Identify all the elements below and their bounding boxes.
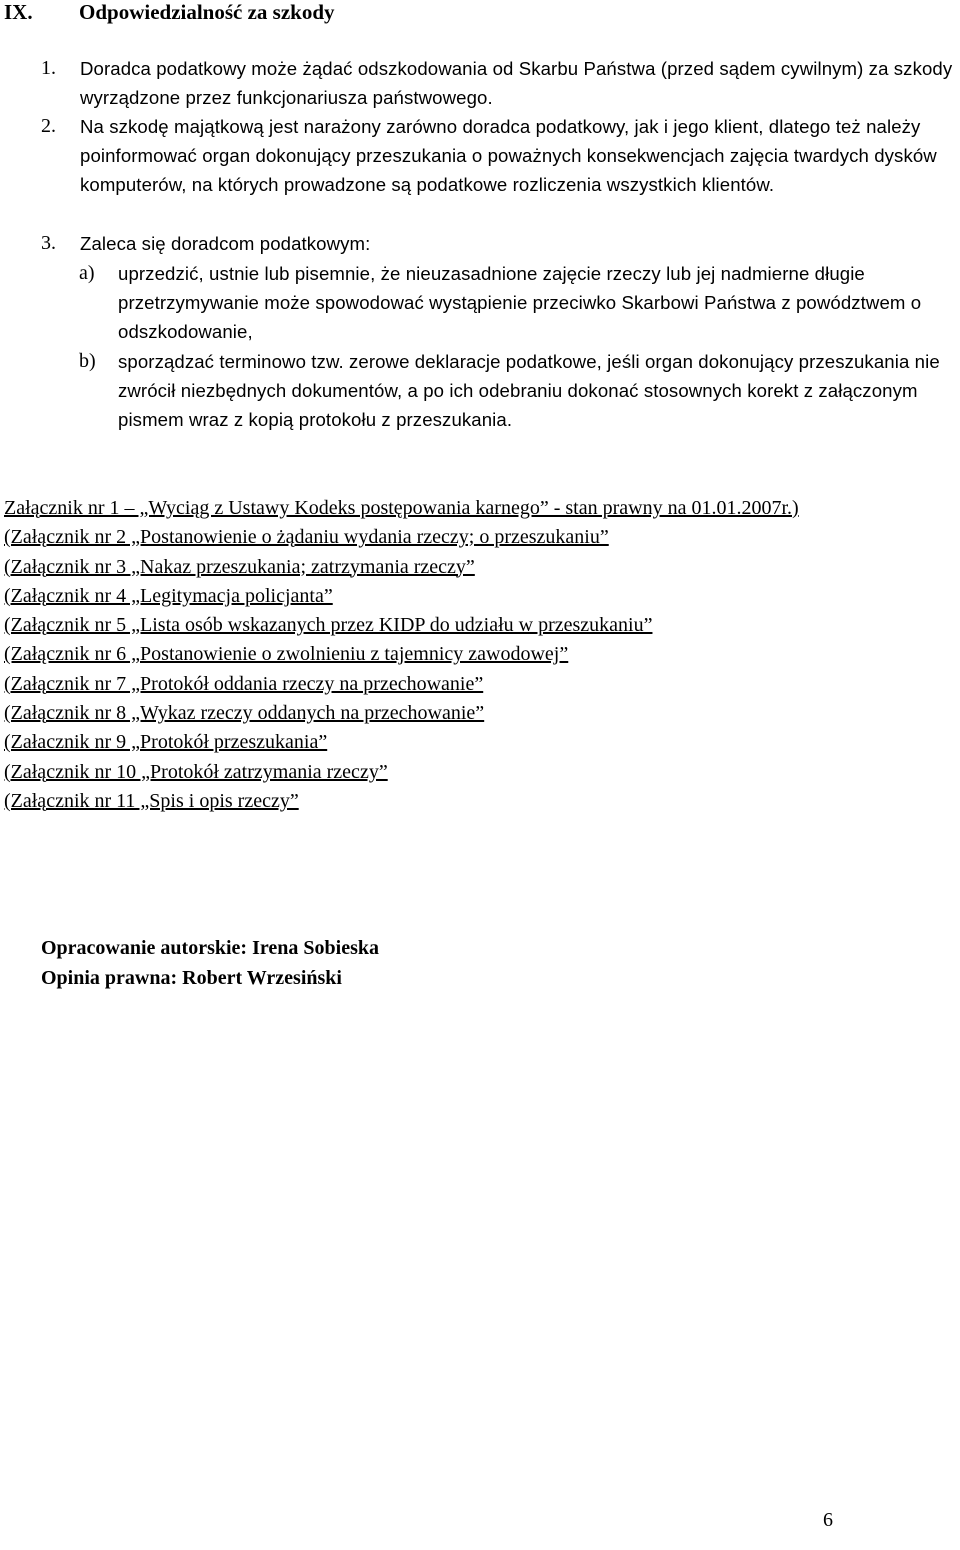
- list-item-marker: 3.: [41, 232, 56, 254]
- attachment-link-10[interactable]: (Załącznik nr 10 „Protokół zatrzymania rzeczy”: [4, 760, 388, 783]
- sub-list-item-text: uprzedzić, ustnie lub pisemnie, że nieuzasadnione zajęcie rzeczy lub jej nadmierne długie przetrzymywanie może spowodować wystąpienie przeciwko Skarbowi Państwa z powództwem o odszkodowanie,: [118, 263, 922, 342]
- sub-list-item-text: sporządzać terminowo tzw. zerowe deklaracje podatkowe, jeśli organ dokonujący przeszukania nie zwrócił niezbędnych dokumentów, a po ich odebraniu dokonać stosownych korekt z załączonym pismem wraz z kopią protokołu z przeszukania.: [118, 351, 940, 430]
- author-credit: Opracowanie autorskie: Irena Sobieska: [41, 937, 379, 959]
- sub-list-item-marker: a): [79, 262, 95, 284]
- list-item-text: Zaleca się doradcom podatkowym:: [80, 233, 371, 254]
- attachment-link-6[interactable]: (Załącznik nr 6 „Postanowienie o zwolnieniu z tajemnicy zawodowej”: [4, 643, 569, 666]
- attachment-link-1[interactable]: Załącznik nr 1 – „Wyciąg z Ustawy Kodeks postępowania karnego” - stan prawny na 01.01.2007r.): [4, 497, 799, 519]
- list-item-marker: 2.: [41, 115, 56, 137]
- attachment-link-8[interactable]: (Załącznik nr 8 „Wykaz rzeczy oddanych na przechowanie”: [4, 702, 485, 725]
- list-item-text-sans: konsekwencjach zajęcia twardych dysków komputerów, na których prowadzone są podatkowe rozliczenia wszystkich klientów.: [80, 145, 937, 195]
- list-item-text-serif: Na szkodę majątkową jest narażony zarówno doradca podatkowy, jak i jego klient, dlatego też należy poinformować organ dokonujący przeszukania o poważnych: [80, 116, 921, 166]
- sub-list-item-marker: b): [79, 350, 96, 372]
- list-item-text: Doradca podatkowy może żądać odszkodowania od Skarbu Państwa (przed sądem cywilnym) za szkody wyrządzone przez funkcjonariusza państwowego.: [80, 58, 953, 108]
- section-number: IX.: [4, 0, 33, 24]
- attachments-list: [4, 494, 904, 816]
- section-title: Odpowiedzialność za szkody: [79, 0, 335, 24]
- list-item: [41, 112, 960, 199]
- list-item: [41, 54, 960, 112]
- sub-list-item: [79, 347, 960, 434]
- credits: [41, 933, 379, 993]
- attachment-link-3[interactable]: (Załącznik nr 3 „Nakaz przeszukania; zatrzymania rzeczy”: [4, 555, 475, 578]
- list-item-text: [80, 112, 960, 199]
- list-item-marker: 1.: [41, 57, 56, 79]
- page-number: 6: [823, 1509, 833, 1531]
- legal-opinion-credit: Opinia prawna: Robert Wrzesiński: [41, 967, 342, 989]
- attachment-link-11[interactable]: (Załącznik nr 11 „Spis i opis rzeczy”: [4, 789, 299, 812]
- attachment-link-2[interactable]: (Załącznik nr 2 „Postanowienie o żądaniu wydania rzeczy; o przeszukaniu”: [4, 526, 609, 549]
- attachment-link-5[interactable]: (Załącznik nr 5 „Lista osób wskazanych przez KIDP do udziału w przeszukaniu”: [4, 614, 653, 637]
- attachment-link-9[interactable]: (Załacznik nr 9 „Protokół przeszukania”: [4, 731, 328, 754]
- attachment-link-4[interactable]: (Załącznik nr 4 „Legitymacja policjanta”: [4, 584, 333, 607]
- list-item: [41, 229, 960, 258]
- section-heading: [4, 0, 335, 26]
- sub-list-item: [79, 259, 960, 346]
- attachment-link-7[interactable]: (Załącznik nr 7 „Protokół oddania rzeczy na przechowanie”: [4, 672, 484, 695]
